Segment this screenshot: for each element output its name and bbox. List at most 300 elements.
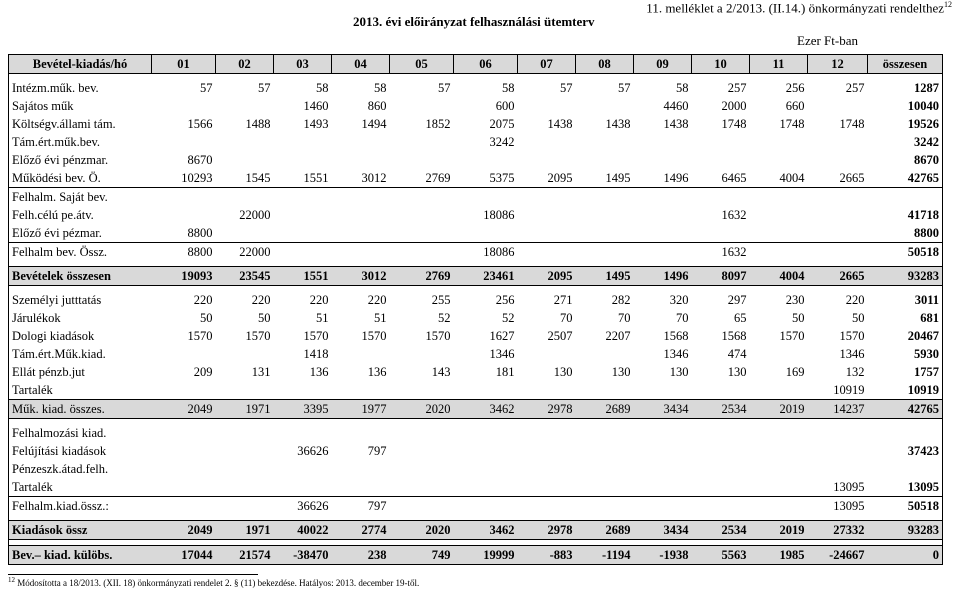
month-cell: 3462	[454, 521, 518, 540]
month-cell	[390, 224, 454, 243]
month-cell	[274, 243, 332, 262]
month-cell	[750, 224, 808, 243]
month-cell: 2689	[576, 400, 634, 419]
month-cell: 1985	[750, 546, 808, 565]
total-cell: 93283	[868, 521, 943, 540]
row-label: Bev.– kiad. külöbs.	[9, 546, 152, 565]
month-cell: 1496	[663, 170, 689, 185]
month-cell: 3242	[489, 134, 515, 149]
revenue-row	[9, 97, 943, 115]
month-cell	[750, 460, 808, 478]
month-cell	[332, 133, 390, 151]
month-cell	[454, 442, 518, 460]
row-label: Tartalék	[9, 381, 152, 400]
month-cell: 130	[727, 364, 747, 379]
footnote	[8, 576, 419, 588]
month-cell: 40022	[274, 521, 332, 540]
month-cell	[216, 224, 274, 243]
month-cell	[274, 188, 332, 207]
month-cell: 1748	[779, 116, 805, 131]
month-cell	[576, 97, 634, 115]
total-cell: 10040	[868, 97, 943, 115]
month-cell	[332, 206, 390, 224]
month-cell	[634, 478, 692, 497]
month-cell: 2978	[518, 400, 576, 419]
month-cell: 1495	[605, 170, 631, 185]
month-cell	[576, 224, 634, 243]
month-cell: 4004	[779, 170, 805, 185]
expense-row	[9, 309, 943, 327]
month-cell: 1545	[245, 170, 271, 185]
month-cell: 70	[560, 310, 573, 325]
month-cell: 3012	[361, 170, 387, 185]
month-cell	[454, 460, 518, 478]
month-cell: 1748	[839, 116, 865, 131]
month-cell: 57	[200, 80, 213, 95]
month-cell	[692, 478, 750, 497]
month-cell	[274, 460, 332, 478]
month-cell: 130	[611, 364, 631, 379]
month-cell	[634, 224, 692, 243]
month-cell: 1570	[425, 328, 451, 343]
row-label: Felújítási kiadások	[9, 442, 152, 460]
month-cell	[390, 97, 454, 115]
month-cell: 1495	[576, 267, 634, 286]
total-cell	[868, 188, 943, 207]
month-cell: 256	[495, 292, 515, 307]
month-cell: 2207	[605, 328, 631, 343]
row-label: Személyi jutttatás	[9, 291, 152, 309]
capital-expense-row	[9, 478, 943, 497]
capital-expense-row	[9, 442, 943, 460]
month-cell: 2978	[518, 521, 576, 540]
month-cell: 65	[734, 310, 747, 325]
total-cell: 13095	[868, 478, 943, 497]
revenue-row	[9, 79, 943, 97]
month-cell: 1971	[216, 521, 274, 540]
row-label: Műk. kiad. összes.	[9, 400, 152, 419]
month-cell	[750, 243, 808, 262]
month-cell	[216, 497, 274, 516]
month-cell	[634, 243, 692, 262]
month-cell: 1418	[303, 346, 329, 361]
month-cell: 22000	[216, 243, 274, 262]
header-row	[9, 55, 943, 74]
total-cell: 8670	[868, 151, 943, 169]
annex-footnote-mark: 12	[944, 0, 952, 9]
month-cell: 220	[309, 292, 329, 307]
row-label: Intézm.műk. bev.	[9, 79, 152, 97]
row-label: Tartalék	[9, 478, 152, 497]
month-cell	[274, 206, 332, 224]
month-cell: 132	[845, 364, 865, 379]
month-cell	[576, 151, 634, 169]
month-cell: 1632	[721, 207, 747, 222]
month-cell: 297	[727, 292, 747, 307]
month-cell	[750, 442, 808, 460]
month-cell	[216, 442, 274, 460]
month-cell: 2020	[390, 400, 454, 419]
month-cell: 209	[193, 364, 213, 379]
month-cell	[808, 243, 868, 262]
month-cell	[332, 345, 390, 363]
footnote-text: Módosította a 18/2013. (XII. 18) önkormányzati rendelet 2. § (11) bekezdése. Hatályos: 2013. december 19-től.	[15, 578, 420, 588]
month-cell	[274, 424, 332, 442]
month-cell: 1748	[721, 116, 747, 131]
month-cell	[808, 460, 868, 478]
month-cell	[332, 243, 390, 262]
expense-row	[9, 327, 943, 345]
month-cell	[390, 133, 454, 151]
month-cell	[332, 381, 390, 400]
month-cell: 10293	[181, 170, 213, 185]
month-cell	[152, 345, 216, 363]
month-cell: 51	[374, 310, 387, 325]
month-cell	[152, 381, 216, 400]
budget-schedule-table	[8, 54, 943, 565]
total-cell: 41718	[868, 206, 943, 224]
month-cell	[390, 151, 454, 169]
column-header: 02	[216, 55, 274, 74]
month-cell: -38470	[274, 546, 332, 565]
total-cell: 3011	[868, 291, 943, 309]
month-cell: 1438	[547, 116, 573, 131]
month-cell	[692, 188, 750, 207]
row-label: Felhalm. Saját bev.	[9, 188, 152, 207]
month-cell: 2507	[547, 328, 573, 343]
month-cell	[518, 188, 576, 207]
row-label: Bevételek összesen	[9, 267, 152, 286]
row-label: Kiadások össz	[9, 521, 152, 540]
month-cell: 2774	[332, 521, 390, 540]
column-header: 05	[390, 55, 454, 74]
revenue-row	[9, 224, 943, 243]
operating-expense-subtotal-row	[9, 400, 943, 419]
month-cell	[634, 442, 692, 460]
month-cell: 19093	[152, 267, 216, 286]
month-cell: 4460	[663, 98, 689, 113]
month-cell	[454, 224, 518, 243]
column-header: 01	[152, 55, 216, 74]
month-cell: 3012	[332, 267, 390, 286]
revenue-row	[9, 169, 943, 188]
unit-label: Ezer Ft-ban	[797, 33, 859, 48]
month-cell: 58	[374, 80, 387, 95]
month-cell	[332, 188, 390, 207]
month-cell: 1568	[721, 328, 747, 343]
month-cell: 220	[251, 292, 271, 307]
month-cell	[750, 478, 808, 497]
revenue-row	[9, 151, 943, 169]
total-cell: 10919	[868, 381, 943, 400]
month-cell: 2049	[152, 400, 216, 419]
month-cell: 1570	[245, 328, 271, 343]
month-cell	[332, 460, 390, 478]
month-cell	[274, 151, 332, 169]
month-cell	[454, 424, 518, 442]
month-cell	[692, 424, 750, 442]
month-cell: 1977	[332, 400, 390, 419]
month-cell: 797	[367, 443, 387, 458]
month-cell	[518, 460, 576, 478]
month-cell: 2769	[425, 170, 451, 185]
month-cell	[216, 460, 274, 478]
difference-row	[9, 546, 943, 565]
month-cell	[332, 424, 390, 442]
month-cell: 2769	[390, 267, 454, 286]
month-cell	[808, 224, 868, 243]
row-label: Pénzeszk.átad.felh.	[9, 460, 152, 478]
expense-total-row	[9, 521, 943, 540]
month-cell: 2019	[750, 400, 808, 419]
month-cell: 36626	[297, 443, 329, 458]
row-label: Tám.ért.Műk.kiad.	[9, 345, 152, 363]
month-cell: 1570	[187, 328, 213, 343]
month-cell: 130	[553, 364, 573, 379]
month-cell	[634, 381, 692, 400]
month-cell: 21574	[216, 546, 274, 565]
month-cell: 1488	[245, 116, 271, 131]
month-cell: 6465	[721, 170, 747, 185]
month-cell	[634, 497, 692, 516]
month-cell: 58	[676, 80, 689, 95]
month-cell: 57	[560, 80, 573, 95]
month-cell	[152, 442, 216, 460]
month-cell: 2075	[489, 116, 515, 131]
month-cell	[692, 151, 750, 169]
month-cell	[750, 151, 808, 169]
month-cell: -1938	[634, 546, 692, 565]
month-cell	[576, 188, 634, 207]
month-cell	[518, 442, 576, 460]
month-cell: -24667	[808, 546, 868, 565]
month-cell: 8097	[692, 267, 750, 286]
month-cell: -1194	[576, 546, 634, 565]
month-cell	[576, 478, 634, 497]
month-cell: 1570	[839, 328, 865, 343]
month-cell	[216, 345, 274, 363]
column-header-label: Bevétel-kiadás/hó	[9, 55, 152, 74]
month-cell: 50	[792, 310, 805, 325]
month-cell	[216, 151, 274, 169]
month-cell: 660	[785, 98, 805, 113]
month-cell: 70	[676, 310, 689, 325]
row-label: Előző évi pénzmar.	[9, 151, 152, 169]
month-cell	[454, 497, 518, 516]
month-cell	[576, 206, 634, 224]
revenue-row	[9, 206, 943, 224]
column-header: 11	[750, 55, 808, 74]
month-cell: 58	[502, 80, 515, 95]
total-cell: 5930	[868, 345, 943, 363]
month-cell	[750, 381, 808, 400]
revenue-row	[9, 188, 943, 207]
month-cell	[152, 188, 216, 207]
total-cell: 3242	[868, 133, 943, 151]
month-cell: 220	[367, 292, 387, 307]
month-cell: 1346	[839, 346, 865, 361]
month-cell	[390, 497, 454, 516]
month-cell	[152, 460, 216, 478]
month-cell: 282	[611, 292, 631, 307]
month-cell: 238	[332, 546, 390, 565]
month-cell: 3395	[274, 400, 332, 419]
month-cell: 136	[309, 364, 329, 379]
month-cell	[576, 243, 634, 262]
month-cell: 2020	[390, 521, 454, 540]
revenue-row	[9, 243, 943, 262]
month-cell	[518, 345, 576, 363]
month-cell	[692, 224, 750, 243]
month-cell	[518, 151, 576, 169]
month-cell	[518, 97, 576, 115]
month-cell: 4004	[750, 267, 808, 286]
month-cell: 2534	[692, 400, 750, 419]
month-cell: 474	[727, 346, 747, 361]
column-header: 07	[518, 55, 576, 74]
month-cell	[518, 133, 576, 151]
month-cell: 51	[316, 310, 329, 325]
revenue-row	[9, 133, 943, 151]
month-cell: 1551	[303, 170, 329, 185]
total-cell	[868, 424, 943, 442]
month-cell: 52	[438, 310, 451, 325]
expense-row	[9, 363, 943, 381]
month-cell: 5563	[692, 546, 750, 565]
row-label: Költségv.állami tám.	[9, 115, 152, 133]
month-cell: 1438	[663, 116, 689, 131]
month-cell	[576, 442, 634, 460]
month-cell: 70	[618, 310, 631, 325]
month-cell: 255	[431, 292, 451, 307]
month-cell: 136	[367, 364, 387, 379]
month-cell	[332, 151, 390, 169]
month-cell	[634, 151, 692, 169]
month-cell	[750, 206, 808, 224]
month-cell	[274, 381, 332, 400]
footnote-rule	[8, 574, 258, 575]
total-cell: 681	[868, 309, 943, 327]
month-cell: 1460	[303, 98, 329, 113]
month-cell	[390, 424, 454, 442]
total-cell: 0	[868, 546, 943, 565]
month-cell	[518, 243, 576, 262]
month-cell	[152, 133, 216, 151]
month-cell	[808, 206, 868, 224]
total-cell: 19526	[868, 115, 943, 133]
total-cell: 50518	[868, 243, 943, 262]
month-cell	[518, 224, 576, 243]
month-cell: 169	[785, 364, 805, 379]
month-cell	[454, 151, 518, 169]
month-cell: 2095	[547, 170, 573, 185]
month-cell	[216, 133, 274, 151]
row-label: Felh.célú pe.átv.	[9, 206, 152, 224]
expense-row	[9, 381, 943, 400]
month-cell: 256	[785, 80, 805, 95]
month-cell	[390, 188, 454, 207]
month-cell	[634, 133, 692, 151]
month-cell: 23545	[216, 267, 274, 286]
month-cell	[808, 133, 868, 151]
month-cell: 220	[845, 292, 865, 307]
month-cell: 320	[669, 292, 689, 307]
month-cell	[750, 345, 808, 363]
month-cell	[576, 497, 634, 516]
month-cell	[634, 188, 692, 207]
month-cell	[692, 442, 750, 460]
month-cell: 1570	[303, 328, 329, 343]
capital-expense-row	[9, 424, 943, 442]
month-cell	[576, 133, 634, 151]
month-cell: 8800	[187, 225, 213, 240]
month-cell	[454, 381, 518, 400]
month-cell	[152, 497, 216, 516]
month-cell: 1632	[692, 243, 750, 262]
month-cell	[454, 188, 518, 207]
month-cell	[152, 97, 216, 115]
month-cell: 23461	[454, 267, 518, 286]
column-header: összesen	[868, 55, 943, 74]
total-cell: 20467	[868, 327, 943, 345]
month-cell: 1346	[663, 346, 689, 361]
month-cell: 1570	[779, 328, 805, 343]
month-cell: 2665	[839, 170, 865, 185]
row-label: Ellát pénzb.jut	[9, 363, 152, 381]
month-cell	[390, 442, 454, 460]
month-cell: 2665	[808, 267, 868, 286]
month-cell	[390, 345, 454, 363]
month-cell	[518, 206, 576, 224]
month-cell: 1438	[605, 116, 631, 131]
month-cell	[216, 188, 274, 207]
month-cell: -883	[518, 546, 576, 565]
row-label: Felhalm bev. Össz.	[9, 243, 152, 262]
total-cell: 8800	[868, 224, 943, 243]
month-cell: 1496	[634, 267, 692, 286]
month-cell	[808, 442, 868, 460]
month-cell	[692, 460, 750, 478]
month-cell: 130	[669, 364, 689, 379]
month-cell	[634, 460, 692, 478]
row-label: Előző évi pézmar.	[9, 224, 152, 243]
month-cell: 5375	[489, 170, 515, 185]
month-cell: 22000	[239, 207, 271, 222]
month-cell: 10919	[833, 382, 865, 397]
document-title: 2013. évi előirányzat felhasználási ütemterv	[353, 14, 595, 29]
month-cell: 50	[258, 310, 271, 325]
month-cell: 1494	[361, 116, 387, 131]
row-label: Tám.ért.műk.bev.	[9, 133, 152, 151]
month-cell: 797	[332, 497, 390, 516]
month-cell: 17044	[152, 546, 216, 565]
total-cell: 42765	[868, 400, 943, 419]
month-cell	[750, 188, 808, 207]
month-cell	[274, 133, 332, 151]
month-cell	[576, 460, 634, 478]
month-cell	[692, 133, 750, 151]
month-cell	[808, 424, 868, 442]
row-label: Sajátos műk	[9, 97, 152, 115]
total-cell: 1287	[868, 79, 943, 97]
total-cell: 1757	[868, 363, 943, 381]
month-cell: 1852	[425, 116, 451, 131]
revenue-total-row	[9, 267, 943, 286]
month-cell: 52	[502, 310, 515, 325]
total-cell: 42765	[868, 169, 943, 188]
month-cell	[390, 460, 454, 478]
column-header: 12	[808, 55, 868, 74]
